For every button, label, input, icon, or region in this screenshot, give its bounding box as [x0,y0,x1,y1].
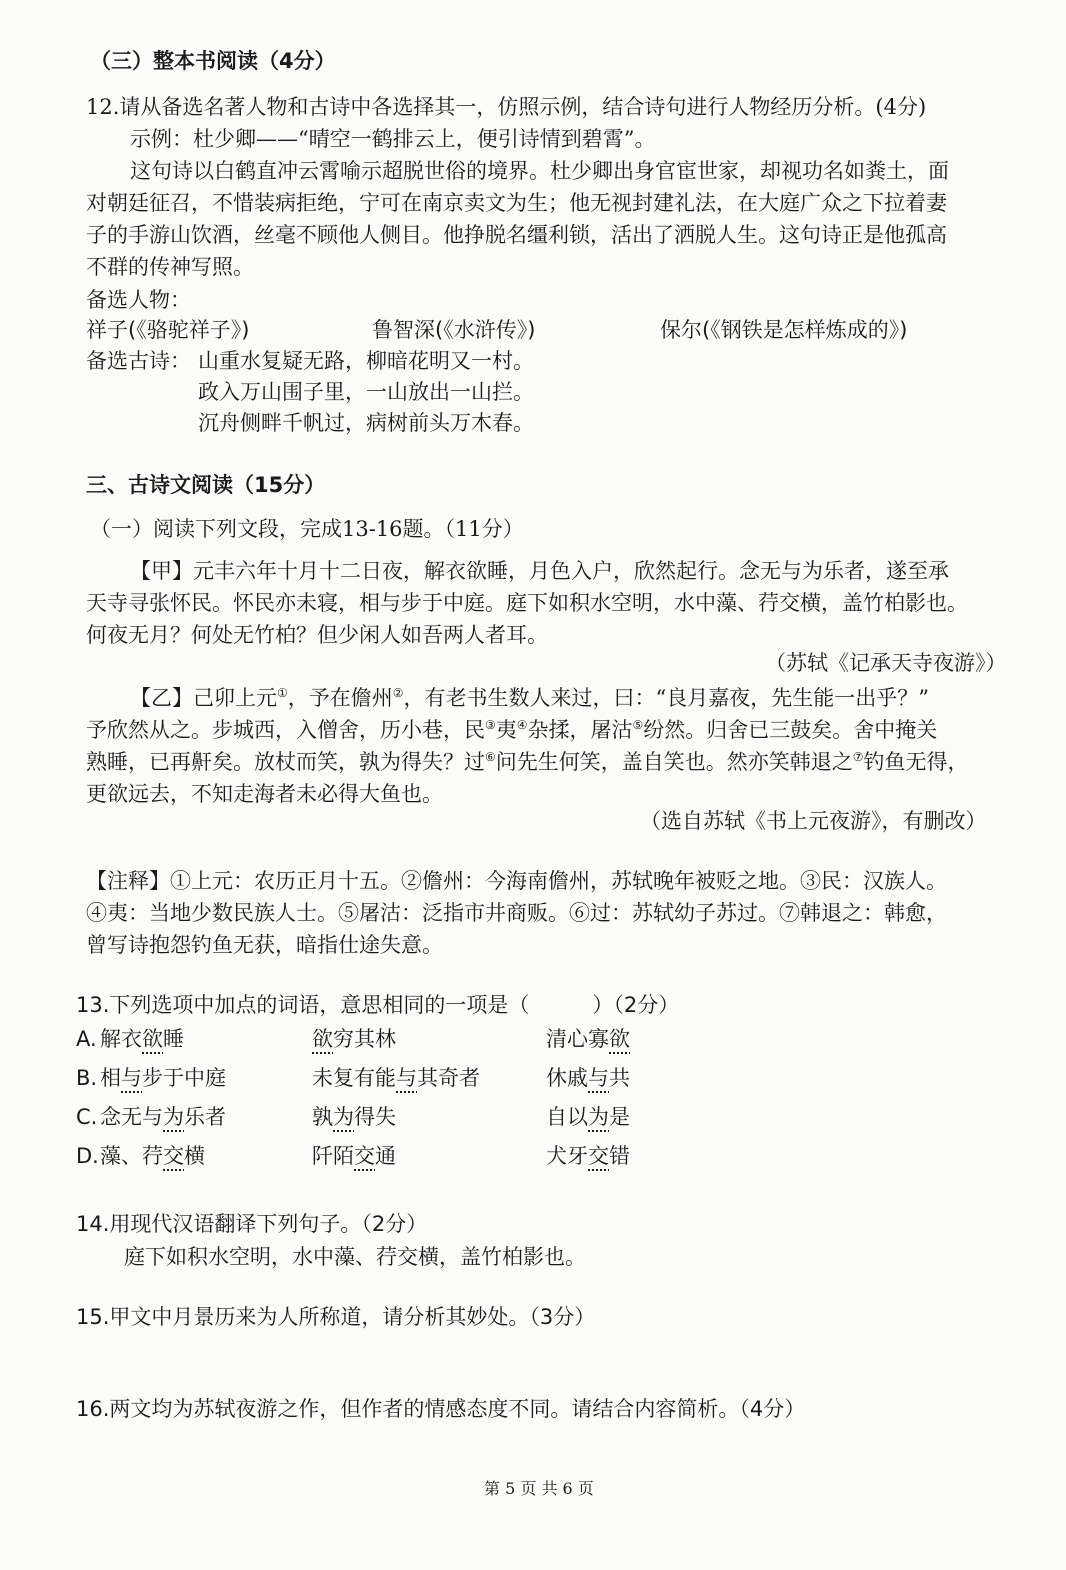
q12-example-line: 这句诗以白鹤直冲云霄喻示超脱世俗的境界。杜少卿出身官宦世家，却视功名如粪土，面 [130,159,949,183]
q12-poem: 沉舟侧畔千帆过，病树前头万木春。 [198,411,534,435]
q13-option-c-word-2: 孰为得失 [312,1105,396,1129]
q13-option-a-word-1: 解衣欲睡 [100,1027,184,1051]
q13-option-a-word-2: 欲穷其林 [312,1027,396,1051]
notes-line: 【注释】①上元：农历正月十五。②儋州：今海南儋州，苏轼晚年被贬之地。③民：汉族人。 [86,869,947,893]
q13-option-d-word-1: 藻、荇交横 [100,1144,205,1168]
q12-character-luzhishen: 鲁智深(《水浒传》) [372,318,536,342]
q12-characters-label: 备选人物： [86,288,191,312]
q12-poem: 山重水复疑无路，柳暗花明又一村。 [198,349,534,373]
page-number: 第 5 页 共 6 页 [484,1479,594,1498]
passage-b-line-2: 予欣然从之。步城西，入僧舍，历小巷，民③夷④杂揉，屠沽⑤纷然。归舍已三鼓矣。舍中掩关 [86,718,938,742]
q13-option-letter: A. [76,1027,97,1051]
passage-b-source: （选自苏轼《书上元夜游》，有删改） [640,809,987,833]
q13-option-c-word-1: 念无与为乐者 [100,1105,226,1129]
passage-a-line: 【甲】元丰六年十月十二日夜，解衣欲睡，月色入户，欣然起行。念无与为乐者，遂至承 [130,559,949,583]
notes-line: ④夷：当地少数民族人士。⑤屠沽：泛指市井商贩。⑥过：苏轼幼子苏过。⑦韩退之：韩愈， [86,901,947,925]
q13-option-b-word-3: 休戚与共 [546,1066,630,1090]
passage-a-line: 天寺寻张怀民。怀民亦未寝，相与步于中庭。庭下如积水空明，水中藻、荇交横，盖竹柏影也。 [86,591,968,615]
q13-option-d-word-3: 犬牙交错 [546,1144,630,1168]
q13-option-a-word-3: 清心寡欲 [546,1027,630,1051]
section-whole-book-title: （三）整本书阅读（4分） [90,49,336,73]
q12-poems-label: 备选古诗： [86,349,191,373]
q12-character-baoer: 保尔(《钢铁是怎样炼成的》) [660,318,908,342]
q12-poem: 政入万山围子里，一山放出一山拦。 [198,380,534,404]
q14-sentence: 庭下如积水空明，水中藻、荇交横，盖竹柏影也。 [124,1245,586,1269]
q15-stem: 15.甲文中月景历来为人所称道，请分析其妙处。（3分） [76,1305,596,1329]
section-classical-title: 三、古诗文阅读（15分） [86,473,326,497]
q13-option-d-word-2: 阡陌交通 [312,1144,396,1168]
q13-option-letter: B. [76,1066,98,1090]
passage-b-line-3: 熟睡，已再鼾矣。放杖而笑，孰为得失？过⑥问先生何笑，盖自笑也。然亦笑韩退之⑦钓鱼无得， [86,750,969,774]
passage-a-source: （苏轼《记承天寺夜游》） [765,651,1007,675]
q12-example-head: 示例：杜少卿——“晴空一鹤排云上，便引诗情到碧霄”。 [130,127,656,151]
q13-option-letter: D. [76,1144,99,1168]
q13-stem: 13.下列选项中加点的词语，意思相同的一项是（ ）（2分） [76,993,680,1017]
q13-option-c-word-3: 自以为是 [546,1105,630,1129]
section-classical-subtitle: （一）阅读下列文段，完成13-16题。（11分） [90,517,524,541]
q16-stem: 16.两文均为苏轼夜游之作，但作者的情感态度不同。请结合内容简析。（4分） [76,1397,806,1421]
q12-example-line: 对朝廷征召，不惜装病拒绝，宁可在南京卖文为生；他无视封建礼法，在大庭广众之下拉着妻 [86,191,947,215]
q13-option-b-word-1: 相与步于中庭 [100,1066,226,1090]
q14-stem: 14.用现代汉语翻译下列句子。（2分） [76,1212,428,1236]
passage-b-line-4: 更欲远去，不知走海者未必得大鱼也。 [86,782,443,806]
q12-example-line: 不群的传神写照。 [86,255,254,279]
q12-character-xiangzi: 祥子(《骆驼祥子》) [86,318,250,342]
q13-option-letter: C. [76,1105,98,1129]
notes-line: 曾写诗抱怨钓鱼无获，暗指仕途失意。 [86,933,443,957]
passage-b-line-1: 【乙】己卯上元①，予在儋州②，有老书生数人来过，曰：“良月嘉夜，先生能一出乎？” [130,686,930,710]
q12-stem: 12.请从备选名著人物和古诗中各选择其一，仿照示例，结合诗句进行人物经历分析。(4分) [86,95,927,119]
passage-a-line: 何夜无月？何处无竹柏？但少闲人如吾两人者耳。 [86,623,548,647]
q12-example-line: 子的手游山饮酒，丝毫不顾他人侧目。他挣脱名缰利锁，活出了洒脱人生。这句诗正是他孤高 [86,223,947,247]
q13-option-b-word-2: 未复有能与其奇者 [312,1066,480,1090]
